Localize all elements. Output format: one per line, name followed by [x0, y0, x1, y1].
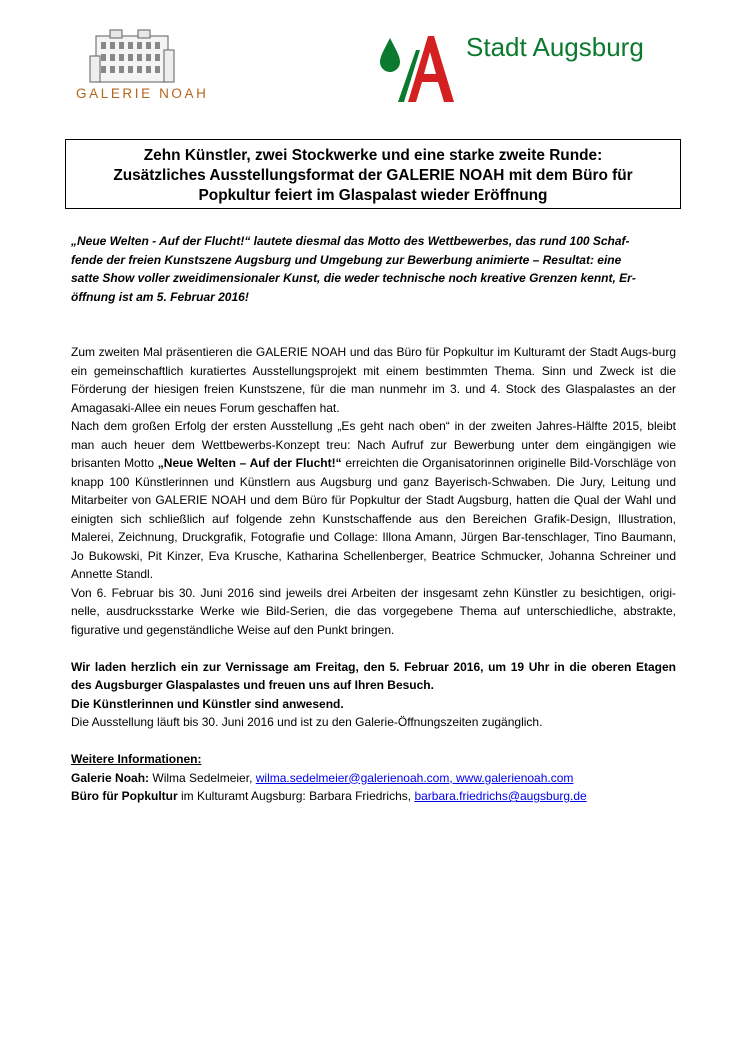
info-popkultur-label: Büro für Popkultur: [71, 789, 178, 803]
artists-present: Die Künstlerinnen und Künstler sind anwesend.: [71, 696, 344, 711]
lead-paragraph: [71, 232, 676, 306]
augsburg-logo-icon: [378, 32, 468, 104]
exhibition-runtime: Die Ausstellung läuft bis 30. Juni 2016 und ist zu den Galerie-Öffnungszeiten zugänglich.: [71, 715, 543, 729]
body-paragraph-2: [71, 417, 676, 584]
p2-text-b: erreichten die Organisatorinnen originelle Bild-Vorschläge von knapp 100 Künstlerinnen und Künstlern aus Augsburg und ganz Bayerisch-Schwaben. Die Jury, Leitung und Mitarbeiter von GALERIE NOAH und dem Büro für Popkultur der Stadt Augsburg, hatten die Qual der Wahl und einigten sich schließlich auf folgende zehn Kunstschaffende aus den Bereichen Grafik-Design, Illustration, Malerei, Zeichnung, Druckgrafik, Fotografie und Collage: Illona Amann, Jürgen Bar-tenschlager, Tino Baumann, Jo Bukowski, Pit Kinzer, Eva Krusche, Katharina Schellenberger, Beatrice Schmucker, Johanna Schreiner und Annette Standl.: [71, 456, 677, 581]
invitation: Wir laden herzlich ein zur Vernissage am Freitag, den 5. Februar 2016, um 19 Uhr in die oberen Etagen des Augsburger Glaspalastes und freuen uns auf Ihren Besuch.: [71, 659, 676, 692]
popkultur-email-link[interactable]: barbara.friedrichs@augsburg.de: [414, 789, 587, 803]
p2-text-a: Nach dem großen Erfolg der ersten Ausstellung „Es geht nach oben“ in der zweiten Jahres-Hälfte 2015, bleibt man auch heuer dem Wettbewerbs-Konzept treu: Nach Aufruf zur Bewerbung unter dem eingängigen wie brisanten Motto: [71, 419, 676, 470]
p2-motto: „Neue Welten – Auf der Flucht!“: [157, 456, 342, 470]
info-popkultur: [71, 787, 676, 806]
info-noah-label: Galerie Noah:: [71, 770, 150, 785]
headline: [66, 140, 680, 206]
press-release-content: [71, 232, 676, 806]
body-paragraph-3: Von 6. Februar bis 30. Juni 2016 sind jeweils drei Arbeiten der insgesamt zehn Künstler zu besichtigen, origi-nelle, ausdrucksstarke Werke wie Bild-Serien, die das vorgegebene Thema auf unterschiedliche, abstrakte, figurative und gegenständliche Weise auf den Punkt bringen.: [71, 585, 676, 637]
info-popkultur-contact: im Kulturamt Augsburg: Barbara Friedrichs,: [177, 789, 415, 803]
lead-line-1: „Neue Welten - Auf der Flucht!“ lautete diesmal das Motto des Wettbewerbes, das rund 100 Schaf-: [71, 234, 630, 248]
headline-line-1: Zehn Künstler, zwei Stockwerke und eine starke zweite Runde:: [143, 147, 603, 164]
headline-line-3: Popkultur feiert im Glaspalast wieder Eröffnung: [198, 187, 548, 204]
lead-line-3: satte Show voller zweidimensionaler Kunst, die weder technische noch kreative Grenzen kennt, Er-: [71, 271, 636, 285]
lead-line-2: fende der freien Kunstszene Augsburg und Umgebung zur Bewerbung animierte – Resultat: eine: [71, 252, 622, 267]
stadt-augsburg-wordmark: Stadt Augsburg: [466, 32, 644, 62]
noah-email-link[interactable]: wilma.sedelmeier@galerienoah.com, www.galerienoah.com: [255, 770, 574, 785]
body-text: [71, 343, 676, 806]
info-noah-contact: Wilma Sedelmeier,: [149, 770, 256, 785]
lead-line-4: öffnung ist am 5. Februar 2016!: [71, 289, 249, 304]
headline-box: [65, 139, 681, 209]
galerie-noah-wordmark: GALERIE NOAH: [76, 86, 209, 101]
headline-line-2: Zusätzliches Ausstellungsformat der GALERIE NOAH mit dem Büro für: [113, 167, 633, 184]
body-paragraph-1: Zum zweiten Mal präsentieren die GALERIE NOAH und das Büro für Popkultur im Kulturamt der Stadt Augs-burg ein gemeinschaftlich kuratiertes Ausstellungsprojekt mit einem bestimmten Thema. Sinn und Zweck ist die Förderung der hiesigen freien Kunstszene, für die man nunmehr im 3. und 4. Stock des Glaspalastes an der Amagasaki-Allee ein neues Forum geschaffen hat.: [71, 345, 676, 415]
info-heading: Weitere Informationen:: [71, 752, 202, 766]
info-noah: [71, 769, 676, 788]
